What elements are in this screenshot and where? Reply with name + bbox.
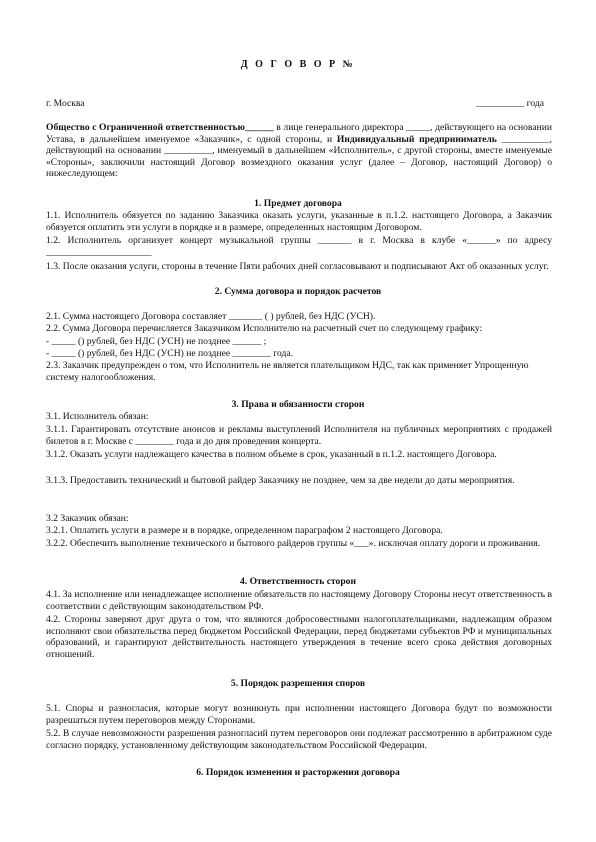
city: г. Москва (46, 98, 85, 109)
section-3-heading: 3. Права и обязанности сторон (231, 399, 365, 410)
clause-2-2-line1: - _____ () рублей, без НДС (УСН) не позднее ______ ; (46, 336, 267, 347)
clause-5-1: 5.1. Споры и разногласия, которые могут возникнуть при исполнении настоящего Договора будут по возможности разрешаться путем переговоров между Сторонами. (46, 703, 552, 726)
preamble-part2: __________, действующий на основании __________, именуемый в дальнейшем «Исполнитель», с другой стороны, вместе именуемые «Стороны», заключили настоящий Договор возмездного оказания услуг (далее – Договор, настоящий Договор) о нижеследующем: (46, 133, 553, 179)
section-4-heading: 4. Ответственность сторон (239, 576, 357, 587)
preamble (46, 122, 552, 180)
clause-3-2: 3.2 Заказчик обязан: (46, 513, 129, 524)
clause-2-3: 2.3. Заказчик предупрежден о том, что Исполнитель не является плательщиком НДС, так как применяет Упрощенную систему налогообложения. (46, 360, 529, 383)
preamble-part1: в лице генерального директора _____, действующего на основании Устава, в дальнейшем именуемое «Заказчик», с одной стороны, и (46, 122, 552, 145)
clause-1-1: 1.1. Исполнитель обязуется по заданию Заказчика оказать услуги, указанные в п.1.2. настоящего Договора, а Заказчик обязуется оплатить эти услуги в порядке и в размере, определенных настоящим Договором. (46, 210, 552, 233)
clause-1-2: 1.2. Исполнитель организует концерт музыкальной группы _______ в г. Москва в клубе «______» по адресу ______________________ (46, 235, 552, 258)
clause-4-2: 4.2. Стороны заверяют друг друга о том, что являются добросовестными налогоплательщиками, надлежащим образом исполняют свои обязательства перед бюджетом Российской Федерации, перед бюджетами субъектов РФ и муниципальных образований, и гарантируют действительность настоящего утверждения в течение всего срока действия договорных отношений. (46, 614, 552, 660)
clause-2-2: 2.2. Сумма Договора перечисляется Заказчиком Исполнителю на расчетный счет по следующему графику: (46, 323, 483, 334)
date-year: __________ года (476, 98, 544, 109)
clause-2-2-line2: - _____ () рублей, без НДС (УСН) не позднее ________ года. (46, 348, 294, 359)
party2-name: Индивидуальный предприниматель (336, 133, 497, 145)
document-title: Д О Г О В О Р № (240, 59, 356, 70)
clause-3-1: 3.1. Исполнитель обязан: (46, 411, 149, 422)
clause-1-3: 1.3. После оказания услуги, стороны в течение Пяти рабочих дней согласовывают и подписывают Акт об оказанных услуг. (46, 261, 549, 272)
clause-2-1: 2.1. Сумма настоящего Договора составляет _______ ( ) рублей, без НДС (УСН). (46, 311, 376, 322)
clause-3-2-1: 3.2.1. Оплатить услуги в размере и в порядке, определенном параграфом 2 настоящего Договора. (46, 525, 443, 536)
clause-5-2: 5.2. В случае невозможности разрешения разногласий путем переговоров они подлежат рассмотрению в арбитражном суде согласно порядку, установленному действующим законодательством Российской Федерации. (46, 728, 552, 751)
section-2-heading: 2. Сумма договора и порядок расчетов (214, 286, 382, 297)
clause-3-1-1: 3.1.1. Гарантировать отсутствие анонсов и рекламы выступлений Исполнителя на публичных мероприятиях с продажей билетов в г. Москве с ________ года и до дня проведения концерта. (46, 424, 552, 447)
section-5-heading: 5. Порядок разрешения споров (230, 678, 366, 689)
section-6-heading: 6. Порядок изменения и расторжения договора (196, 767, 400, 778)
clause-3-2-2: 3.2.2. Обеспечить выполнение технического и бытового райдеров группы «___». исключая оплату дороги и проживания. (46, 538, 541, 549)
clause-4-1: 4.1. За исполнение или ненадлежащее исполнение обязательств по настоящему Договору Стороны несут ответственность в соответствии с действующим законодательством РФ. (46, 589, 552, 612)
section-1-heading: 1. Предмет договора (254, 198, 342, 209)
clause-3-1-2: 3.1.2. Оказать услуги надлежащего качества в полном объеме в срок, указанный в п.1.2. настоящего Договора. (46, 449, 497, 460)
party1-name: Общество с Ограниченной ответственностью______ (46, 122, 274, 133)
clause-3-1-3: 3.1.3. Предоставить технический и бытовой райдер Заказчику не позднее, чем за две недели до даты мероприятия. (46, 475, 515, 486)
